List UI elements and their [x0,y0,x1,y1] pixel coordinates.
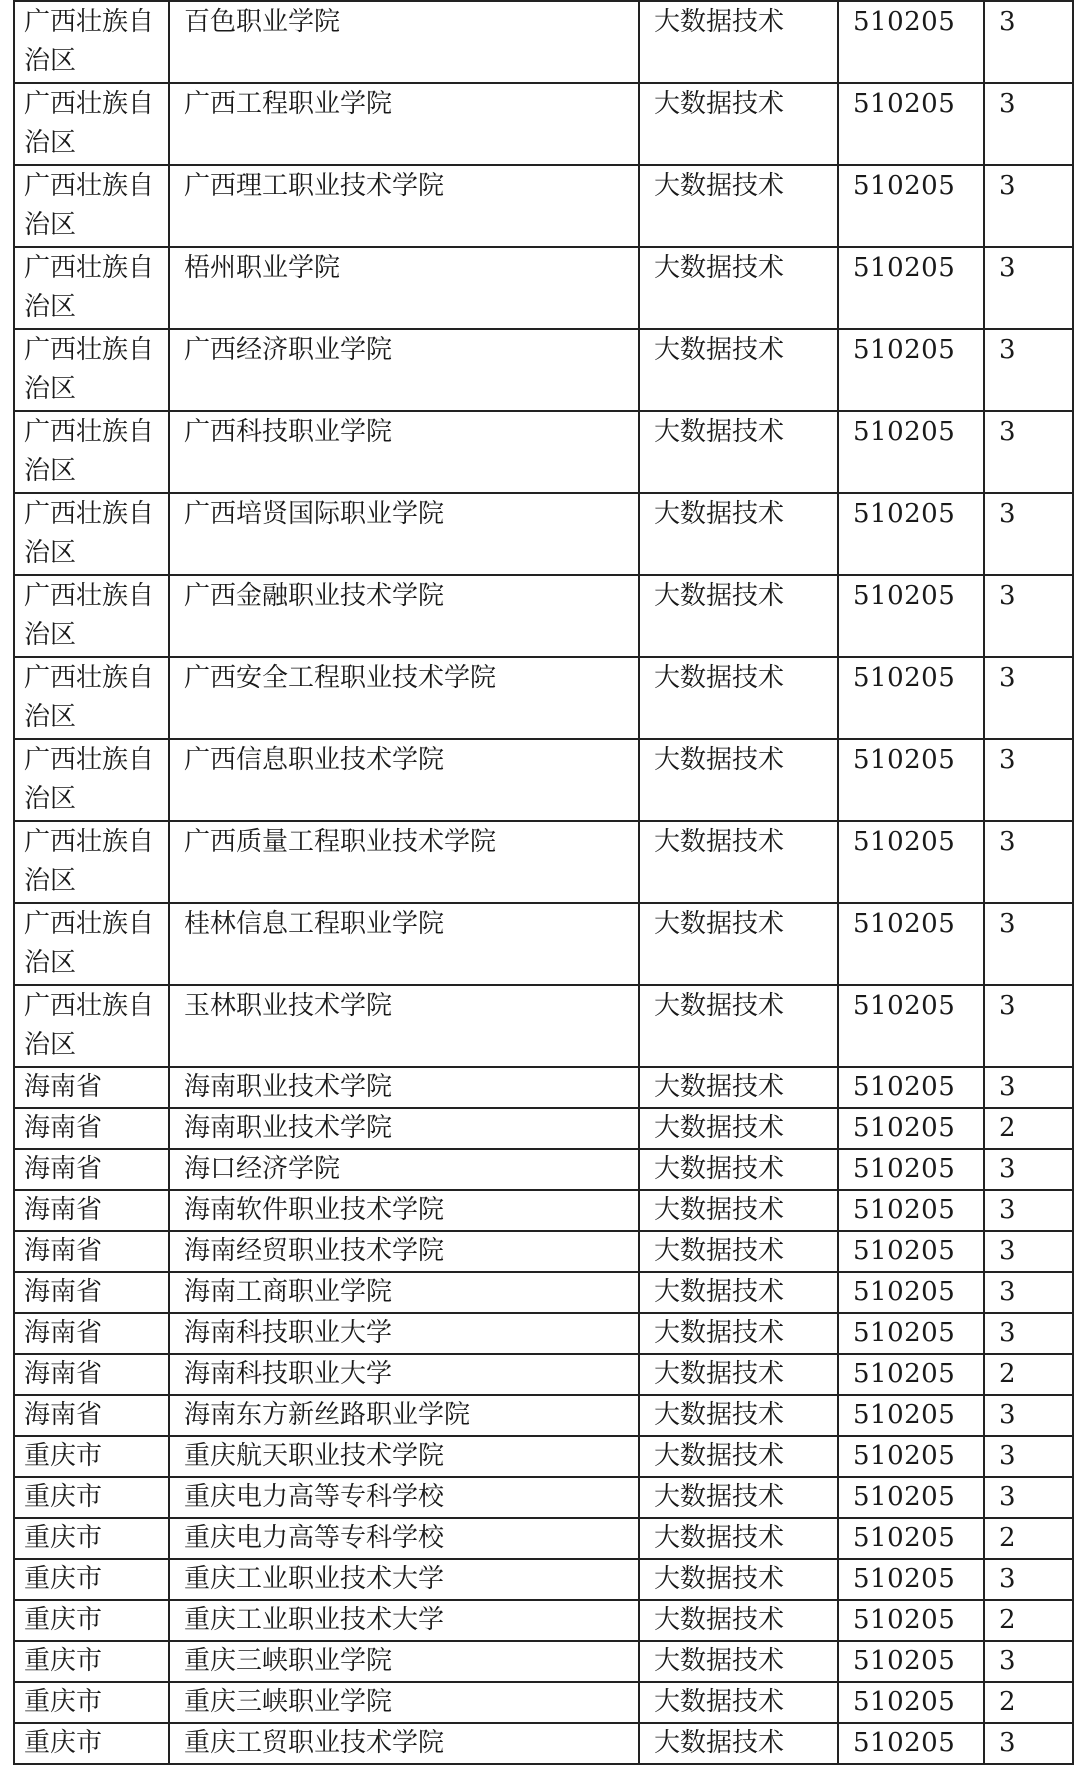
major-cell: 大数据技术 [639,821,838,903]
province-text: 重庆市 [24,1728,103,1758]
school-cell: 海南职业技术学院 [169,1067,639,1108]
major-cell: 大数据技术 [639,247,838,329]
school-cell: 海南东方新丝路职业学院 [169,1395,639,1436]
table-row [14,1231,1073,1272]
major-code-cell: 510205 [838,411,984,493]
major-code-cell: 510205 [838,1518,984,1559]
school-cell: 海南科技职业大学 [169,1354,639,1395]
table-row [14,1682,1073,1723]
province-text: 广西壮族自治区 [24,335,155,404]
table-row [14,1600,1073,1641]
province-cell [14,1395,169,1436]
duration-years-cell: 2 [984,1600,1073,1641]
major-code-cell: 510205 [838,739,984,821]
school-cell: 玉林职业技术学院 [169,985,639,1067]
major-cell: 大数据技术 [639,165,838,247]
major-code-cell: 510205 [838,1149,984,1190]
province-cell [14,1682,169,1723]
duration-years-cell: 3 [984,575,1073,657]
table-row [14,575,1073,657]
major-cell: 大数据技术 [639,1313,838,1354]
major-cell: 大数据技术 [639,575,838,657]
major-code-cell: 510205 [838,575,984,657]
duration-years-cell: 3 [984,83,1073,165]
table-row [14,1272,1073,1313]
school-cell: 广西金融职业技术学院 [169,575,639,657]
province-text: 广西壮族自治区 [24,745,155,814]
province-text: 重庆市 [24,1523,103,1553]
province-text: 海南省 [24,1195,103,1225]
major-code-cell: 510205 [838,821,984,903]
province-cell [14,411,169,493]
duration-years-cell: 3 [984,493,1073,575]
province-text: 广西壮族自治区 [24,663,155,732]
province-text: 海南省 [24,1359,103,1389]
table-row [14,903,1073,985]
table-row [14,1190,1073,1231]
table-row [14,1723,1073,1764]
major-cell: 大数据技术 [639,985,838,1067]
province-cell [14,739,169,821]
school-cell: 重庆工业职业技术大学 [169,1600,639,1641]
school-cell: 海南职业技术学院 [169,1108,639,1149]
province-text: 海南省 [24,1236,103,1266]
major-code-cell: 510205 [838,493,984,575]
province-text: 海南省 [24,1318,103,1348]
province-cell [14,821,169,903]
major-cell: 大数据技术 [639,329,838,411]
school-cell: 海南软件职业技术学院 [169,1190,639,1231]
province-cell [14,493,169,575]
table-row [14,1436,1073,1477]
school-cell: 广西信息职业技术学院 [169,739,639,821]
school-cell: 百色职业学院 [169,1,639,83]
major-cell: 大数据技术 [639,1108,838,1149]
duration-years-cell: 3 [984,739,1073,821]
province-text: 广西壮族自治区 [24,253,155,322]
major-code-cell: 510205 [838,1436,984,1477]
school-cell: 重庆工业职业技术大学 [169,1559,639,1600]
school-cell: 重庆电力高等专科学校 [169,1477,639,1518]
major-cell: 大数据技术 [639,1600,838,1641]
table-row [14,247,1073,329]
school-cell: 重庆三峡职业学院 [169,1641,639,1682]
province-cell [14,1723,169,1764]
duration-years-cell: 2 [984,1682,1073,1723]
duration-years-cell: 2 [984,1354,1073,1395]
table-row [14,985,1073,1067]
school-cell: 海南经贸职业技术学院 [169,1231,639,1272]
province-cell [14,1436,169,1477]
duration-years-cell: 3 [984,985,1073,1067]
school-cell: 广西培贤国际职业学院 [169,493,639,575]
major-code-cell: 510205 [838,1190,984,1231]
duration-years-cell: 3 [984,657,1073,739]
duration-years-cell: 3 [984,1272,1073,1313]
province-text: 广西壮族自治区 [24,89,155,158]
province-text: 海南省 [24,1154,103,1184]
table-row [14,657,1073,739]
duration-years-cell: 3 [984,903,1073,985]
duration-years-cell: 2 [984,1108,1073,1149]
province-cell [14,1067,169,1108]
major-cell: 大数据技术 [639,903,838,985]
major-cell: 大数据技术 [639,1723,838,1764]
province-text: 广西壮族自治区 [24,7,155,76]
major-code-cell: 510205 [838,1,984,83]
school-cell: 广西质量工程职业技术学院 [169,821,639,903]
major-code-cell: 510205 [838,1641,984,1682]
duration-years-cell: 3 [984,1641,1073,1682]
major-code-cell: 510205 [838,1723,984,1764]
major-cell: 大数据技术 [639,1272,838,1313]
table-body [14,1,1073,1764]
major-cell: 大数据技术 [639,411,838,493]
major-code-cell: 510205 [838,329,984,411]
major-cell: 大数据技术 [639,493,838,575]
province-cell [14,1190,169,1231]
major-cell: 大数据技术 [639,1149,838,1190]
major-cell: 大数据技术 [639,1,838,83]
province-text: 广西壮族自治区 [24,991,155,1060]
province-cell [14,83,169,165]
duration-years-cell: 3 [984,329,1073,411]
school-cell: 广西理工职业技术学院 [169,165,639,247]
province-text: 广西壮族自治区 [24,827,155,896]
province-cell [14,657,169,739]
major-cell: 大数据技术 [639,1477,838,1518]
province-text: 广西壮族自治区 [24,909,155,978]
duration-years-cell: 3 [984,165,1073,247]
school-cell: 桂林信息工程职业学院 [169,903,639,985]
major-cell: 大数据技术 [639,1354,838,1395]
major-cell: 大数据技术 [639,1190,838,1231]
school-cell: 广西安全工程职业技术学院 [169,657,639,739]
province-cell [14,1108,169,1149]
province-cell [14,1518,169,1559]
major-cell: 大数据技术 [639,1518,838,1559]
major-code-cell: 510205 [838,1477,984,1518]
province-cell [14,1231,169,1272]
school-cell: 重庆航天职业技术学院 [169,1436,639,1477]
major-cell: 大数据技术 [639,1436,838,1477]
school-cell: 广西科技职业学院 [169,411,639,493]
province-cell [14,329,169,411]
province-cell [14,1641,169,1682]
table-row [14,1518,1073,1559]
duration-years-cell: 3 [984,1559,1073,1600]
major-cell: 大数据技术 [639,1641,838,1682]
school-cell: 重庆工贸职业技术学院 [169,1723,639,1764]
major-code-cell: 510205 [838,1108,984,1149]
table-row [14,1641,1073,1682]
duration-years-cell: 3 [984,1477,1073,1518]
province-cell [14,247,169,329]
school-cell: 海口经济学院 [169,1149,639,1190]
duration-years-cell: 3 [984,1190,1073,1231]
major-cell: 大数据技术 [639,657,838,739]
province-text: 广西壮族自治区 [24,171,155,240]
school-cell: 海南科技职业大学 [169,1313,639,1354]
major-cell: 大数据技术 [639,1231,838,1272]
province-text: 重庆市 [24,1482,103,1512]
school-cell: 广西工程职业学院 [169,83,639,165]
province-cell [14,1,169,83]
major-code-cell: 510205 [838,1600,984,1641]
province-text: 重庆市 [24,1687,103,1717]
table-row [14,165,1073,247]
table-row [14,493,1073,575]
major-code-cell: 510205 [838,247,984,329]
major-cell: 大数据技术 [639,1067,838,1108]
major-code-cell: 510205 [838,83,984,165]
major-code-cell: 510205 [838,903,984,985]
province-text: 海南省 [24,1400,103,1430]
table-row [14,329,1073,411]
table-row [14,1149,1073,1190]
major-cell: 大数据技术 [639,1682,838,1723]
province-cell [14,165,169,247]
province-cell [14,1559,169,1600]
province-text: 重庆市 [24,1564,103,1594]
major-code-cell: 510205 [838,165,984,247]
duration-years-cell: 3 [984,1149,1073,1190]
major-cell: 大数据技术 [639,83,838,165]
table-row [14,1395,1073,1436]
province-text: 海南省 [24,1113,103,1143]
province-cell [14,1354,169,1395]
table-row [14,1477,1073,1518]
major-cell: 大数据技术 [639,739,838,821]
province-cell [14,1477,169,1518]
major-code-cell: 510205 [838,1272,984,1313]
table-row [14,1,1073,83]
province-cell [14,1149,169,1190]
table-row [14,1108,1073,1149]
table-row [14,1559,1073,1600]
duration-years-cell: 3 [984,1395,1073,1436]
province-cell [14,575,169,657]
table-row [14,1067,1073,1108]
duration-years-cell: 3 [984,1231,1073,1272]
major-cell: 大数据技术 [639,1395,838,1436]
major-code-cell: 510205 [838,1313,984,1354]
school-cell: 重庆电力高等专科学校 [169,1518,639,1559]
major-code-cell: 510205 [838,1354,984,1395]
province-text: 重庆市 [24,1441,103,1471]
duration-years-cell: 3 [984,411,1073,493]
duration-years-cell: 3 [984,1,1073,83]
table-row [14,83,1073,165]
major-code-cell: 510205 [838,1395,984,1436]
province-text: 广西壮族自治区 [24,499,155,568]
school-cell: 重庆三峡职业学院 [169,1682,639,1723]
duration-years-cell: 3 [984,821,1073,903]
major-code-cell: 510205 [838,985,984,1067]
province-text: 重庆市 [24,1605,103,1635]
table-row [14,821,1073,903]
duration-years-cell: 3 [984,247,1073,329]
table-row [14,1313,1073,1354]
province-cell [14,1313,169,1354]
school-cell: 广西经济职业学院 [169,329,639,411]
major-code-cell: 510205 [838,657,984,739]
province-text: 海南省 [24,1277,103,1307]
duration-years-cell: 2 [984,1518,1073,1559]
school-cell: 海南工商职业学院 [169,1272,639,1313]
duration-years-cell: 3 [984,1436,1073,1477]
duration-years-cell: 3 [984,1067,1073,1108]
major-code-cell: 510205 [838,1231,984,1272]
table-row [14,411,1073,493]
duration-years-cell: 3 [984,1723,1073,1764]
major-cell: 大数据技术 [639,1559,838,1600]
table-row [14,739,1073,821]
province-text: 广西壮族自治区 [24,417,155,486]
province-cell [14,903,169,985]
province-text: 海南省 [24,1072,103,1102]
major-code-cell: 510205 [838,1682,984,1723]
province-cell [14,1600,169,1641]
duration-years-cell: 3 [984,1313,1073,1354]
province-text: 重庆市 [24,1646,103,1676]
province-cell [14,1272,169,1313]
province-cell [14,985,169,1067]
program-table [13,0,1074,1765]
province-text: 广西壮族自治区 [24,581,155,650]
table-row [14,1354,1073,1395]
school-cell: 梧州职业学院 [169,247,639,329]
major-code-cell: 510205 [838,1067,984,1108]
major-code-cell: 510205 [838,1559,984,1600]
